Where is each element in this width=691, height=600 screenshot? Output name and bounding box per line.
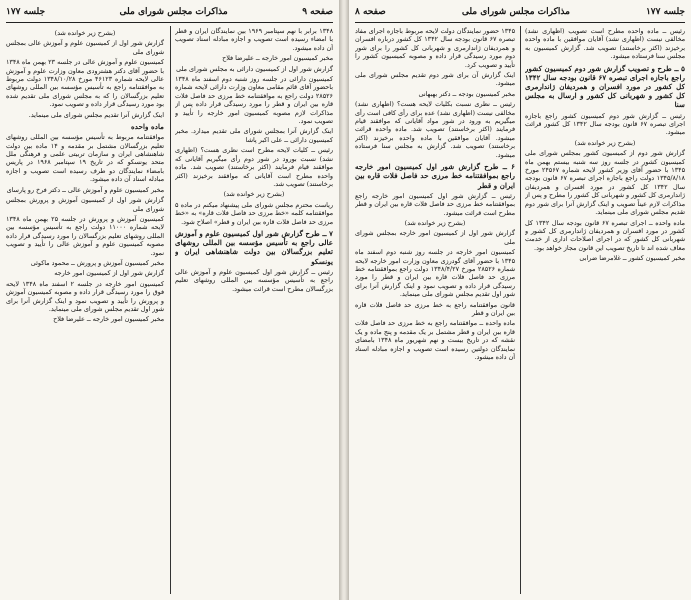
- paragraph: اینک گزارش آنرا تقدیم مجلس شورای ملی مینماید.: [28, 110, 164, 119]
- section-heading: ۵ ــ طرح و تصویب گزارش شور دوم کمیسیون کشور راجع باجازه اجرای تبصره ۶۷ قانون بودجه سال ۱۳۴۲ کل کشور در مورد افسران و همردیفان ژاندارمری کل کشور و شهربانی کل کشور و ارسال به مجلس سنا: [525, 63, 685, 110]
- page-right: [349, 0, 691, 600]
- header-rule: [6, 22, 333, 23]
- paragraph: کمیسیون دارائی در جلسه روز شنبه دوم اسفند ماه ۱۳۴۸ باحضور آقای قائم مقامی معاون وزارت دارائی لایحه شماره ۲۸۵۲۶ دولت راجع به موافقتنامه خط مرزی حد فاصل فلات قاره بین ایران و قطر را مورد رسیدگی قرار داده پس از مذاکرات لازم مصوبه کمیسیون امور خارجه را تأیید و تصویب نمود.: [175, 75, 333, 126]
- paragraph: ماده واحده ــ اجرای تبصره ۶۷ قانون بودجه سال ۱۳۴۲ کل کشور در مورد افسران و همردیفان ژاندارمری کل کشور و شهربانی کل کشور که در اجرای اصلاحات اداری از خدمت معاف شده اند تا تاریخ تصویب این قانون مجاز خواهد بود.: [525, 218, 685, 252]
- session-number: جلسه ۱۷۷: [6, 7, 46, 17]
- paragraph: کمیسیون آموزش و پرورش در جلسه ۲۵ بهمن ماه ۱۳۴۸ لایحه شماره ۱۱۰۰۰ دولت راجع به تأسیس مؤسسه بین المللی روشهای تعلیم بزرگسالان را مورد رسیدگی قرار داده مصوبه کمیسیون علوم و آموزش عالی را تأیید و تصویب نمود.: [6, 214, 164, 257]
- paragraph: (بشرح زیر خوانده شد): [54, 29, 116, 37]
- paragraph: مخبر کمیسیون امور خارجه ــ علیرضا فلاح: [53, 315, 164, 324]
- paragraph: مخبر کمیسیون کشور ــ غلامرضا ضرابی: [579, 254, 685, 263]
- header-rule: [355, 22, 685, 23]
- text-column-right: [175, 27, 333, 596]
- paragraph: رئیس ــ گزارش شور اول کمیسیون علوم و آموزش عالی راجع به تأسیس مؤسسه بین المللی روشهای تعلیم بزرگسالان مطرح است قرائت میشود.: [175, 267, 333, 293]
- book-gutter: [339, 0, 349, 600]
- paragraph: گزارش شور اول از کمیسیون دارائی به مجلس شورای ملی: [176, 64, 333, 73]
- page-title: مذاکرات مجلس شورای ملی: [461, 7, 570, 17]
- paragraph: رئیس ــ ماده واحده مطرح است تصویب (اظهاری نشد) مخالفی نیست (اظهاری نشد) آقایان موافقین با ماده واحده برخیزند (اکثر برخاستند) تصویب شد. گزارش کمیسیون به مجلس سنا فرستاده میشود.: [525, 27, 685, 61]
- page-left: [0, 0, 339, 600]
- page-header: [355, 4, 685, 20]
- paragraph: رئیس ــ کلیات لایحه مطرح است نظری هست؟ (اظهاری نشد) نسبت بورود در شور دوم رأی میگیریم آقایانی که موافقند قیام فرمایند (اکثر برخاستند) تصویب شد. ماده واحده مطرح است آقایانی که موافقند برخیزند (اکثر برخاستند) تصویب شد.: [175, 146, 333, 188]
- column-divider: [520, 26, 521, 594]
- paragraph: گزارش شور دوم از کمیسیون کشور بمجلس شورای ملی کمیسیون کشور در جلسه روز سه شنبه بیستم بهمن ماه ۱۳۴۵ با حضور آقای وزیر کشور لایحه شماره ۲۴۵۶۷ مورخ ۱۳۴۵/۸/۱۸ دولت راجع باجازه اجرای تبصره ۶۷ قانون بودجه سال ۱۳۴۲ کل کشور در مورد افسران و همردیفان ژاندارمری کل کشور و شهربانی کل کشور را مطرح و پس از مذاکرات لازم عیناً تصویب و اینک گزارش آنرا برای شور دوم تقدیم مجلس شورای ملی مینماید.: [525, 149, 685, 217]
- paragraph: اینک گزارش آن برای شور دوم تقدیم مجلس شورای ملی میشود.: [355, 71, 515, 88]
- text-column-left: [6, 27, 164, 596]
- paragraph: اینک گزارش آنرا بمجلس شورای ملی تقدیم میدارد. مخبر کمیسیون دارائی ــ علی اکبر پاشا: [175, 127, 333, 144]
- paragraph: ۱۳۴۸ برابر با نهم سپتامبر ۱۹۶۹ بین نمایندگان ایران و قطر با امضاء رسیده است تصویب و اجازه مبادله اسناد تصویب آن داده میشود.: [175, 27, 333, 52]
- section-heading: ۶ ــ طرح گزارش شور اول کمیسیون امور خارجه راجع بموافقتنامه خط مرزی حد فاصل فلات قاره بین ایران و قطر: [355, 162, 515, 190]
- text-column-right: [525, 27, 685, 596]
- paragraph: رئیس ــ گزارش شور دوم کمیسیون کشور راجع باجازه اجرای تبصره ۶۷ قانون بودجه سال ۱۳۴۲ کل کشور قرائت میشود.: [525, 111, 685, 137]
- paragraph: کمیسیون امور خارجه در جلسه ۲ اسفند ماه ۱۳۴۸ لایحه فوق را مورد رسیدگی قرار داده و مصوبه کمیسیون آموزش و پرورش را تأیید و تصویب نمود و اینک گزارش آنرا برای شور اول تقدیم مجلس شورای ملی مینماید.: [6, 279, 164, 313]
- paragraph: رئیس ــ گزارش شور اول کمیسیون امور خارجه راجع بموافقتنامه خط مرزی حد فاصل فلات قاره بین ایران و قطر مطرح است قرائت میشود.: [355, 191, 515, 217]
- paragraph: (بشرح زیر خوانده شد): [574, 138, 636, 147]
- page-title: مذاکرات مجلس شورای ملی: [119, 7, 228, 17]
- paragraph: موافقتنامه مربوط به تأسیس مؤسسه بین المللی روشهای تعلیم بزرگسالان مشتمل بر مقدمه و ۱۴ ماده بین دولت شاهنشاهی ایران و سازمان تربیتی علمی و فرهنگی ملل متحد یونسکو که در تاریخ ۱۹ سپتامبر ۱۹۶۸ در پاریس بامضاء نمایندگان دو طرف رسیده است تصویب و اجازه مبادله اسناد آن داده میشود.: [6, 133, 164, 184]
- paragraph: (بشرح زیر خوانده شد): [223, 190, 285, 199]
- paragraph: (بشرح زیر خوانده شد): [404, 218, 466, 227]
- paragraph: ریاست محترم مجلس شورای ملی پیشنهاد میکنم در ماده ۵ موافقتنامه کلمه «خط مرزی حد فاصل فلات قاره» به «خط مرزی حد فاصل فلات قاره بین ایران و قطر» اصلاح شود.: [175, 200, 333, 226]
- page-number: صفحه ۹: [302, 7, 333, 17]
- paragraph: گزارش شور اول از کمیسیون امور خارجه: [54, 269, 164, 278]
- paragraph: مخبر کمیسیون آموزش و پرورش ــ محمود ماکوئی: [30, 258, 164, 267]
- paragraph: گزارش شور اول از کمیسیون امور خارجه بمجلس شورای ملی: [355, 229, 515, 246]
- paragraph: مخبر کمیسیون امور خارجه ــ علیرضا فلاح: [222, 54, 333, 63]
- section-heading: ۷ ــ طرح گزارش شور اول کمیسیون علوم و آموزش عالی راجع به تأسیس مؤسسه بین المللی روشهای تعلیم بزرگسالان بین دولت شاهنشاهی ایران و یونسکو: [175, 228, 333, 266]
- paragraph: گزارش شور اول از کمیسیون آموزش و پرورش بمجلس شورای ملی: [6, 196, 164, 213]
- text-column-left: [355, 27, 515, 596]
- paragraph: کمیسیون امور خارجه در جلسه روز شنبه دوم اسفند ماه ۱۳۴۵ با حضور آقای گودرزی معاون وزارت امور خارجه لایحه شماره ۲۸۵۲۶ مورخ ۱۳۴۸/۴/۲۷ دولت راجع بموافقتنامه خط مرزی حد فاصل فلات قاره بین ایران و قطر را مورد رسیدگی قرار داده و تصویب نمود و اینک گزارش آنرا برای شور اول تقدیم مجلس شورای ملی مینماید.: [355, 248, 515, 299]
- paragraph: ماده واحده ــ موافقتنامه راجع به خط مرزی حد فاصل فلات قاره بین ایران و قطر مشتمل بر یک مقدمه و پنج ماده و یک نقشه که در تاریخ بیست و نهم شهریور ماه ۱۳۴۸ بامضای نمایندگان دولتین رسیده است تصویب و اجازه مبادله اسناد آن داده میشود.: [355, 319, 515, 362]
- paragraph: کمیسیون علوم و آموزش عالی در جلسه ۲۳ بهمن ماه ۱۳۴۸ با حضور آقای دکتر هشترودی معاون وزارت علوم و آموزش عالی لایحه شماره ۴۶۱۲۳ مورخ ۱۳۴۸/۱۰/۲۸ دولت مربوط به موافقتنامه راجع به تأسیس مؤسسه بین المللی روشهای تعلیم بزرگسالان را که به مجلس شورای ملی تقدیم شده بود مورد رسیدگی قرار داده و تصویب نمود.: [6, 58, 164, 109]
- paragraph: ۱۳۴۵ حضور نمایندگان دولت لایحه مربوط باجازه اجرای مفاد تبصره ۶۷ قانون بودجه سال ۱۳۴۲ کل کشور درباره افسران و همردیفان ژاندارمری و شهربانی کل کشور را برای شور دوم مورد رسیدگی قرار داده و مصوبه کمیسیون کشور را تأیید و تصویب کرد.: [355, 27, 515, 69]
- page-number: صفحه ۸: [355, 7, 386, 17]
- column-divider: [170, 26, 171, 594]
- paragraph: رئیس ــ نظری نسبت بکلیات لایحه هست؟ (اظهاری نشد) مخالفی نیست (اظهاری نشد) عده برای رأی کافی است رأی میگیریم به ورود در شور مواد آقایانی که موافقند قیام فرمایند (اکثر برخاستند) تصویب شد. ماده واحده قرائت میشود. آقایان موافقین با ماده واحده برخیزند (اکثر برخاستند) تصویب شد. گزارش به مجلس سنا فرستاده میشود.: [355, 100, 515, 159]
- section-heading: ماده واحده: [131, 122, 164, 132]
- paragraph: مخبر کمیسیون بودجه ــ دکتر بهبهانی: [418, 89, 515, 98]
- session-number: جلسه ۱۷۷: [645, 7, 685, 17]
- page-header: [6, 4, 333, 20]
- paragraph: قانون موافقتنامه راجع به خط مرزی حد فاصل فلات قاره بین ایران و قطر: [355, 300, 515, 317]
- paragraph: گزارش شور اول از کمیسیون علوم و آموزش عالی بمجلس شورای ملی: [6, 39, 164, 56]
- paragraph: مخبر کمیسیون علوم و آموزش عالی ــ دکتر فرخ رو پارسای: [6, 185, 164, 194]
